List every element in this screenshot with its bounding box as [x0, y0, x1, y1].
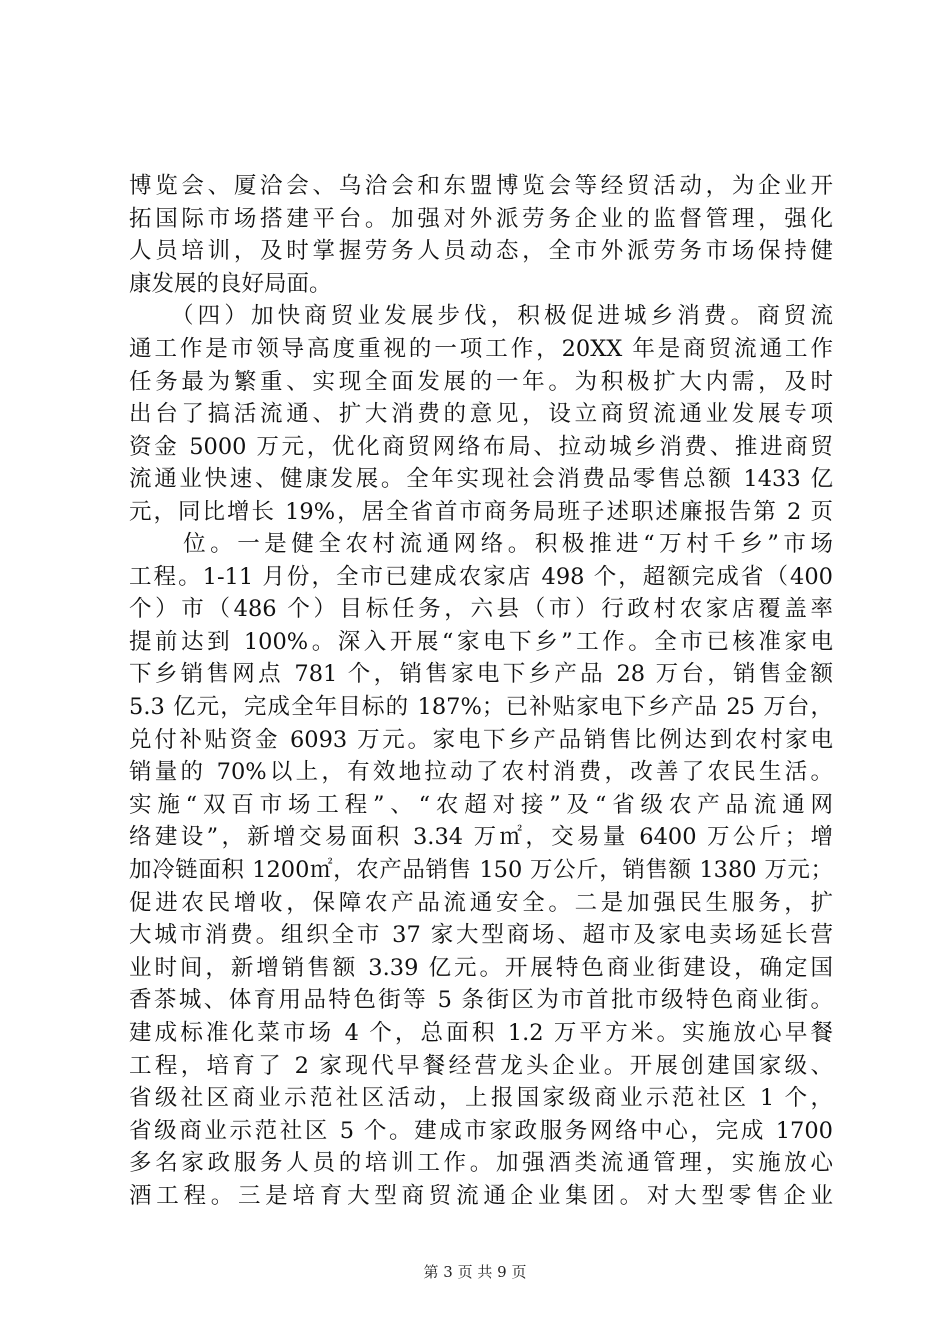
text-line: 业时间，新增销售额 3.39 亿元。开展特色商业街建设，确定国 — [129, 954, 833, 981]
text-line: 个）市（486 个）目标任务，六县（市）行政村农家店覆盖率 — [129, 596, 833, 623]
text-line: 拓国际市场搭建平台。加强对外派劳务企业的监督管理，强化 — [129, 205, 833, 232]
text-line: 实施“双百市场工程”、“农超对接”及“省级农产品流通网 — [129, 791, 833, 818]
text-line: 大城市消费。组织全市 37 家大型商场、超市及家电卖场延长营 — [129, 922, 833, 949]
text-line: 出台了搞活流通、扩大消费的意见，设立商贸流通业发展专项 — [129, 401, 833, 428]
text-line: 人员培训，及时掌握劳务人员动态，全市外派劳务市场保持健 — [129, 238, 833, 265]
text-line: 资金 5000 万元，优化商贸网络布局、拉动城乡消费、推进商贸 — [129, 433, 833, 460]
paragraph-block-1 — [129, 170, 833, 529]
text-line: 香茶城、体育用品特色街等 5 条街区为市首批市级特色商业街。 — [129, 987, 833, 1014]
text-line: 省级社区商业示范社区活动，上报国家级商业示范社区 1 个， — [129, 1085, 833, 1112]
text-line: 任务最为繁重、实现全面发展的一年。为积极扩大内需，及时 — [129, 368, 833, 395]
text-line: 流通业快速、健康发展。全年实现社会消费品零售总额 1433 亿 — [129, 466, 833, 493]
text-line: 位。一是健全农村流通网络。积极推进“万村千乡”市场 — [129, 531, 833, 557]
text-line: 康发展的良好局面。 — [129, 270, 332, 297]
text-line: 5.3 亿元，完成全年目标的 187%；已补贴家电下乡产品 25 万台， — [129, 693, 833, 720]
text-line: 通工作是市领导高度重视的一项工作，20XX 年是商贸流通工作 — [129, 335, 833, 362]
page-footer: 第 3 页 共 9 页 — [423, 1263, 527, 1281]
text-line: 兑付补贴资金 6093 万元。家电下乡产品销售比例达到农村家电 — [129, 726, 833, 753]
text-line: 工程，培育了 2 家现代早餐经营龙头企业。开展创建国家级、 — [129, 1052, 833, 1079]
text-line: 多名家政服务人员的培训工作。加强酒类流通管理，实施放心 — [129, 1150, 833, 1177]
text-line: 络建设”，新增交易面积 3.34 万㎡，交易量 6400 万公斤；增 — [129, 824, 833, 851]
text-line: 加冷链面积 1200㎡，农产品销售 150 万公斤，销售额 1380 万元； — [129, 856, 833, 883]
text-line: 酒工程。三是培育大型商贸流通企业集团。对大型零售企业 — [129, 1182, 833, 1209]
text-line: 工程。1-11 月份，全市已建成农家店 498 个，超额完成省（400 — [129, 563, 833, 590]
text-line: 销量的 70%以上，有效地拉动了农村消费，改善了农民生活。 — [129, 759, 833, 786]
paragraph-block-2 — [129, 528, 833, 1212]
text-line: 省级商业示范社区 5 个。建成市家政服务网络中心，完成 1700 — [129, 1117, 833, 1144]
text-line: （四）加快商贸业发展步伐，积极促进城乡消费。商贸流 — [129, 303, 833, 330]
text-line: 建成标准化菜市场 4 个，总面积 1.2 万平方米。实施放心早餐 — [129, 1019, 833, 1046]
text-line: 提前达到 100%。深入开展“家电下乡”工作。全市已核准家电 — [129, 628, 833, 655]
text-line: 促进农民增收，保障农产品流通安全。二是加强民生服务，扩 — [129, 889, 833, 916]
text-line: 元，同比增长 19%，居全省首市商务局班子述职述廉报告第 2 页 — [129, 498, 833, 525]
text-line: 下乡销售网点 781 个，销售家电下乡产品 28 万台，销售金额 — [129, 661, 833, 688]
text-line: 博览会、厦洽会、乌洽会和东盟博览会等经贸活动，为企业开 — [129, 173, 833, 199]
